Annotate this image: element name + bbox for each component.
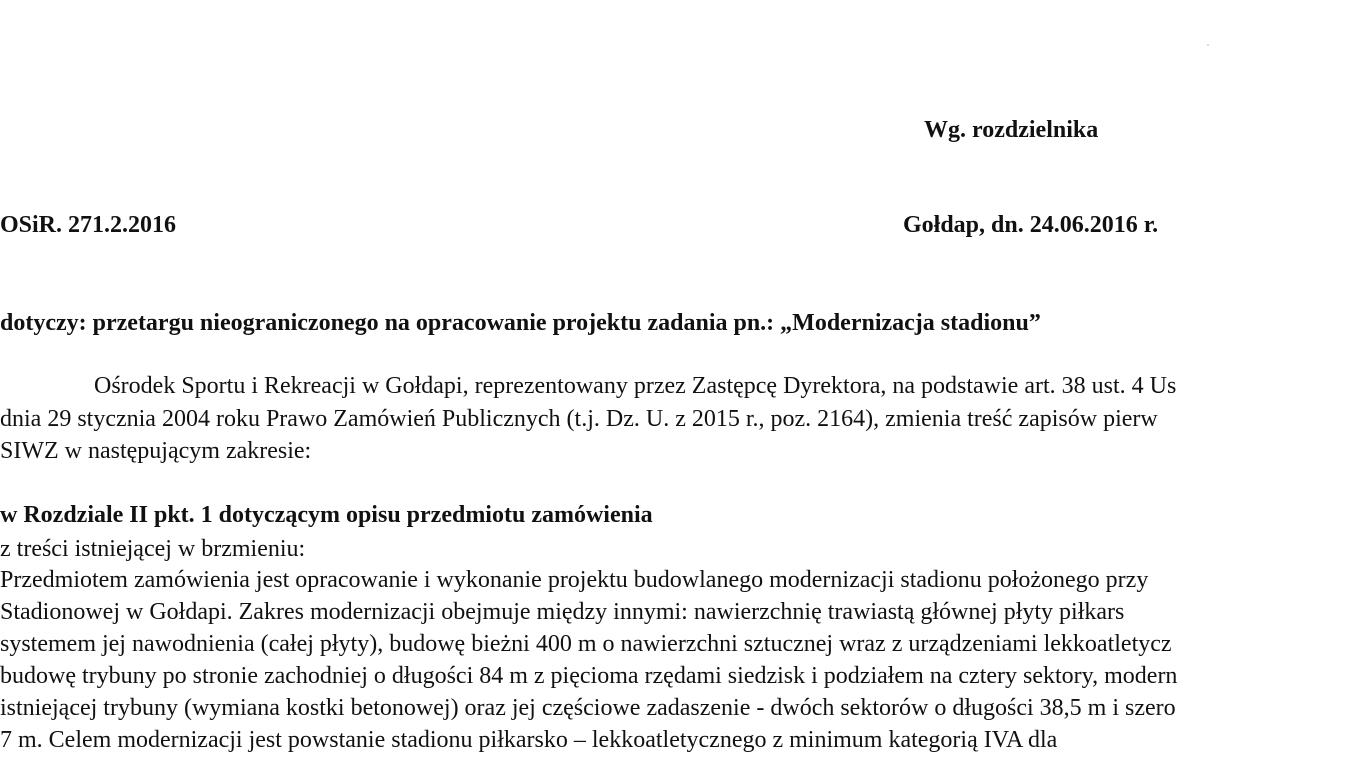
intro-line-1: Ośrodek Sportu i Rekreacji w Gołdapi, reprezentowany przez Zastępcę Dyrektora, na podstawie art. 38 ust. 4 Us — [94, 373, 1177, 399]
subject-line: dotyczy: przetargu nieograniczonego na opracowanie projektu zadania pn.: „Modernizacja stadionu” — [0, 310, 1041, 336]
body-line-1: Przedmiotem zamówienia jest opracowanie i wykonanie projektu budowlanego modernizacji stadionu położonego przy — [0, 567, 1149, 593]
recipient-line: Wg. rozdzielnika — [924, 117, 1099, 143]
intro-line-2: dnia 29 stycznia 2004 roku Prawo Zamówień Publicznych (t.j. Dz. U. z 2015 r., poz. 2164), zmienia treść zapisów pierw — [0, 406, 1158, 432]
section-lead: z treści istniejącej w brzmieniu: — [0, 536, 306, 562]
body-line-6: 7 m. Celem modernizacji jest powstanie stadionu piłkarsko – lekkoatletycznego z minimum kategorią IVA dla — [0, 727, 1058, 753]
body-line-2: Stadionowej w Gołdapi. Zakres modernizacji obejmuje między innymi: nawierzchnię trawiastą głównej płyty piłkars — [0, 599, 1125, 625]
body-line-4: budowę trybuny po stronie zachodniej o długości 84 m z pięcioma rzędami siedzisk i podziałem na cztery sektory, modern — [0, 663, 1178, 689]
scan-speck — [1207, 44, 1209, 46]
section-heading: w Rozdziale II pkt. 1 dotyczącym opisu przedmiotu zamówienia — [0, 502, 653, 528]
body-line-5: istniejącej trybuny (wymiana kostki betonowej) oraz jej częściowe zadaszenie - dwóch sektorów o długości 38,5 m i szero — [0, 695, 1176, 721]
body-line-3: systemem jej nawodnienia (całej płyty), budowę bieżni 400 m o nawierzchni sztucznej wraz z urządzeniami lekkoatletycz — [0, 631, 1172, 657]
reference-number: OSiR. 271.2.2016 — [0, 212, 177, 238]
place-and-date: Gołdap, dn. 24.06.2016 r. — [903, 212, 1159, 238]
intro-line-3: SIWZ w następującym zakresie: — [0, 438, 312, 464]
